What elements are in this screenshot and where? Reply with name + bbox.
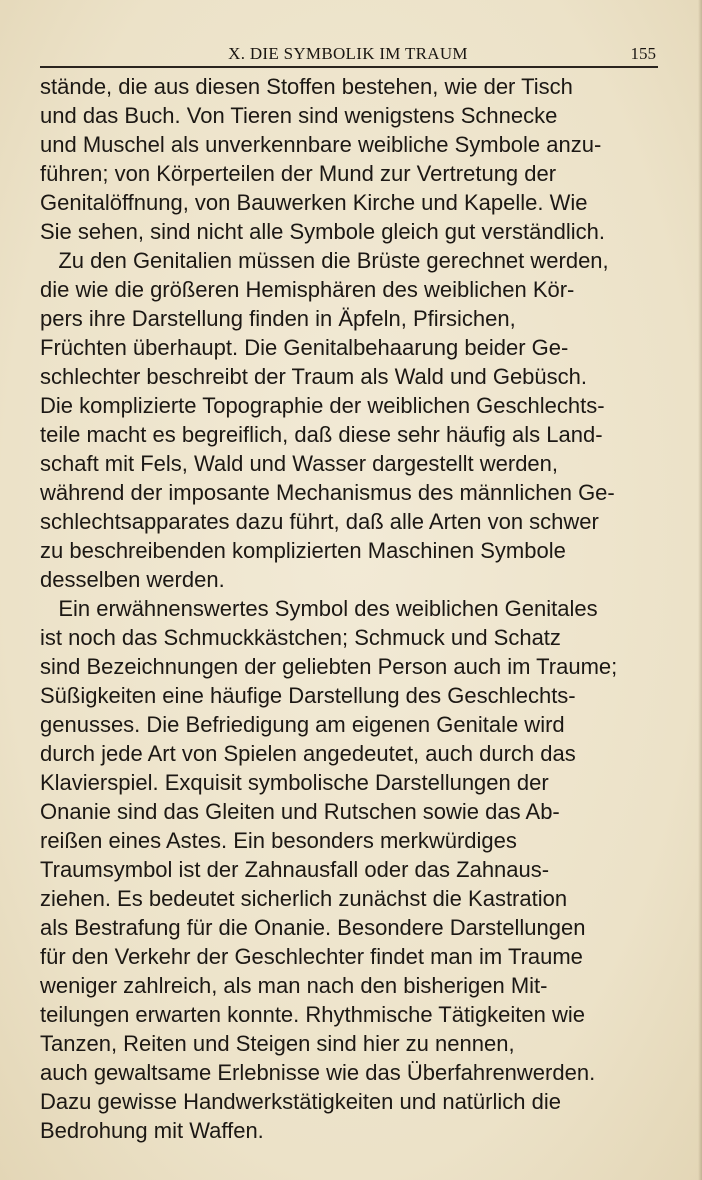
body-text [40, 72, 670, 1145]
text-line: Genitalöffnung, von Bauwerken Kirche und Kapelle. Wie [40, 190, 588, 215]
text-line: Bedrohung mit Waffen. [40, 1118, 264, 1143]
text-line: Die komplizierte Topographie der weiblichen Geschlechts- [40, 393, 605, 418]
text-line: Sie sehen, sind nicht alle Symbole gleich gut verständlich. [40, 219, 605, 244]
text-line: Tanzen, Reiten und Steigen sind hier zu nennen, [40, 1031, 515, 1056]
text-line: stände, die aus diesen Stoffen bestehen, wie der Tisch [40, 74, 573, 99]
text-line: desselben werden. [40, 567, 225, 592]
text-line: Früchten überhaupt. Die Genitalbehaarung beider Ge- [40, 335, 569, 360]
text-line: Traumsymbol ist der Zahnausfall oder das Zahnaus- [40, 857, 550, 882]
text-line: ist noch das Schmuckkästchen; Schmuck und Schatz [40, 625, 561, 650]
text-line: genusses. Die Befriedigung am eigenen Genitale wird [40, 712, 565, 737]
text-line: weniger zahlreich, als man nach den bisherigen Mit- [40, 973, 548, 998]
text-line: führen; von Körperteilen der Mund zur Vertretung der [40, 161, 557, 186]
page-number: 155 [630, 44, 656, 63]
text-line: schaft mit Fels, Wald und Wasser dargestellt werden, [40, 451, 559, 476]
text-line: reißen eines Astes. Ein besonders merkwürdiges [40, 828, 517, 853]
text-line: Süßigkeiten eine häufige Darstellung des Geschlechts- [40, 683, 576, 708]
text-line: Klavierspiel. Exquisit symbolische Darstellungen der [40, 770, 549, 795]
page-header [40, 42, 656, 66]
header-rule [40, 66, 658, 68]
text-line: die wie die größeren Hemisphären des weiblichen Kör- [40, 277, 575, 302]
text-line: und das Buch. Von Tieren sind wenigstens Schnecke [40, 103, 558, 128]
text-line: auch gewaltsame Erlebnisse wie das Überfahrenwerden. [40, 1060, 596, 1085]
text-line: und Muschel als unverkennbare weibliche Symbole anzu- [40, 132, 602, 157]
text-line: Dazu gewisse Handwerkstätigkeiten und natürlich die [40, 1089, 561, 1114]
text-line: teile macht es begreiflich, daß diese sehr häufig als Land- [40, 422, 603, 447]
text-line: Zu den Genitalien müssen die Brüste gerechnet werden, [40, 248, 609, 273]
text-line: für den Verkehr der Geschlechter findet man im Traume [40, 944, 583, 969]
text-line: Ein erwähnenswertes Symbol des weiblichen Genitales [40, 596, 598, 621]
text-line: während der imposante Mechanismus des männlichen Ge- [40, 480, 615, 505]
text-line: sind Bezeichnungen der geliebten Person auch im Traume; [40, 654, 618, 679]
text-line: ziehen. Es bedeutet sicherlich zunächst die Kastration [40, 886, 568, 911]
text-line: als Bestrafung für die Onanie. Besondere Darstellungen [40, 915, 586, 940]
text-line: schlechtsapparates dazu führt, daß alle Arten von schwer [40, 509, 599, 534]
text-line: pers ihre Darstellung finden in Äpfeln, Pfirsichen, [40, 306, 516, 331]
text-line: teilungen erwarten konnte. Rhythmische Tätigkeiten wie [40, 1002, 586, 1027]
text-line: zu beschreibenden komplizierten Maschinen Symbole [40, 538, 566, 563]
text-line: schlechter beschreibt der Traum als Wald und Gebüsch. [40, 364, 588, 389]
text-line: durch jede Art von Spielen angedeutet, auch durch das [40, 741, 576, 766]
page-edge-shadow [698, 0, 702, 1180]
running-title: X. DIE SYMBOLIK IM TRAUM [228, 44, 468, 63]
text-line: Onanie sind das Gleiten und Rutschen sowie das Ab- [40, 799, 560, 824]
